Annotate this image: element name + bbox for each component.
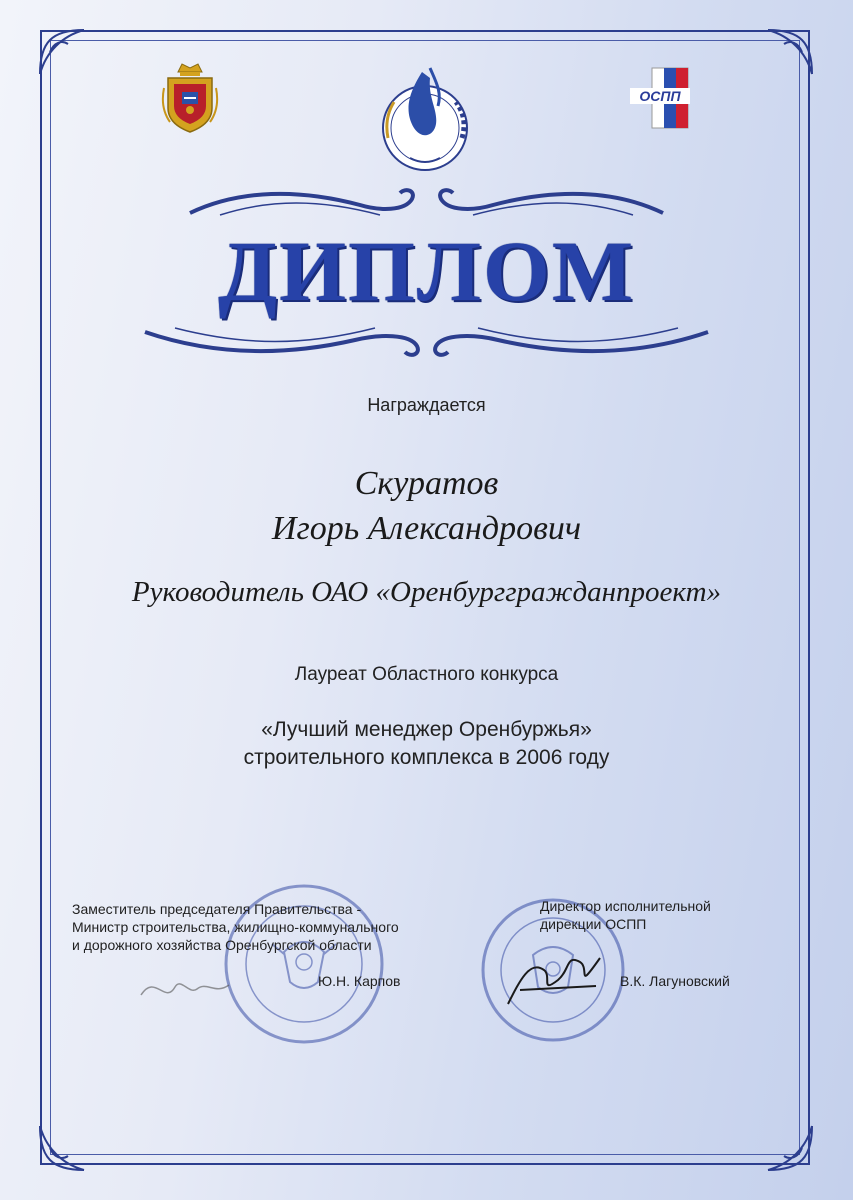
right-signatory-title-line-2: дирекции ОСПП <box>540 916 647 932</box>
swirl-bottom-right <box>428 318 718 360</box>
corner-ornament-bottom-left <box>32 1118 92 1178</box>
recipient-position: Руководитель ОАО «Оренбурггражданпроект» <box>131 576 722 608</box>
recipient-given-names: Игорь Александрович <box>271 510 582 547</box>
swirl-top-right <box>433 185 673 225</box>
recipient-surname: Скуратов <box>354 465 499 502</box>
awarded-label: Награждается <box>367 395 486 415</box>
contest-name: «Лучший менеджер Оренбуржья» <box>261 718 592 741</box>
right-signatory-title <box>540 897 780 933</box>
diploma-title: ДИПЛОМ <box>217 223 636 319</box>
corner-ornament-top-right <box>760 22 820 82</box>
contest-scope: строительного комплекса в 2006 году <box>243 746 610 769</box>
left-signatory-title <box>72 900 472 954</box>
corner-ornament-bottom-right <box>760 1118 820 1178</box>
right-signatory-title-line-1: Директор исполнительной <box>540 898 711 914</box>
left-signatory-title-line-1: Заместитель председателя Правительства - <box>72 901 362 917</box>
coat-of-arms-icon <box>160 58 220 136</box>
left-signatory-title-line-3: и дорожного хозяйства Оренбургской области <box>72 937 372 953</box>
ospp-logo-icon <box>628 64 692 130</box>
corner-ornament-top-left <box>32 22 92 82</box>
left-signatory-title-line-2: Министр строительства, жилищно-коммунального <box>72 919 399 935</box>
laureate-line: Лауреат Областного конкурса <box>294 664 559 685</box>
signature-right <box>500 940 610 1020</box>
signature-left <box>135 965 235 1010</box>
right-signatory-name: В.К. Лагуновский <box>620 973 730 989</box>
left-signatory-name: Ю.Н. Карпов <box>318 973 401 989</box>
ospp-logo-text: ОСПП <box>639 88 681 104</box>
best-manager-emblem-icon <box>372 58 478 178</box>
swirl-bottom-left <box>135 318 425 360</box>
swirl-top-left <box>180 185 420 225</box>
